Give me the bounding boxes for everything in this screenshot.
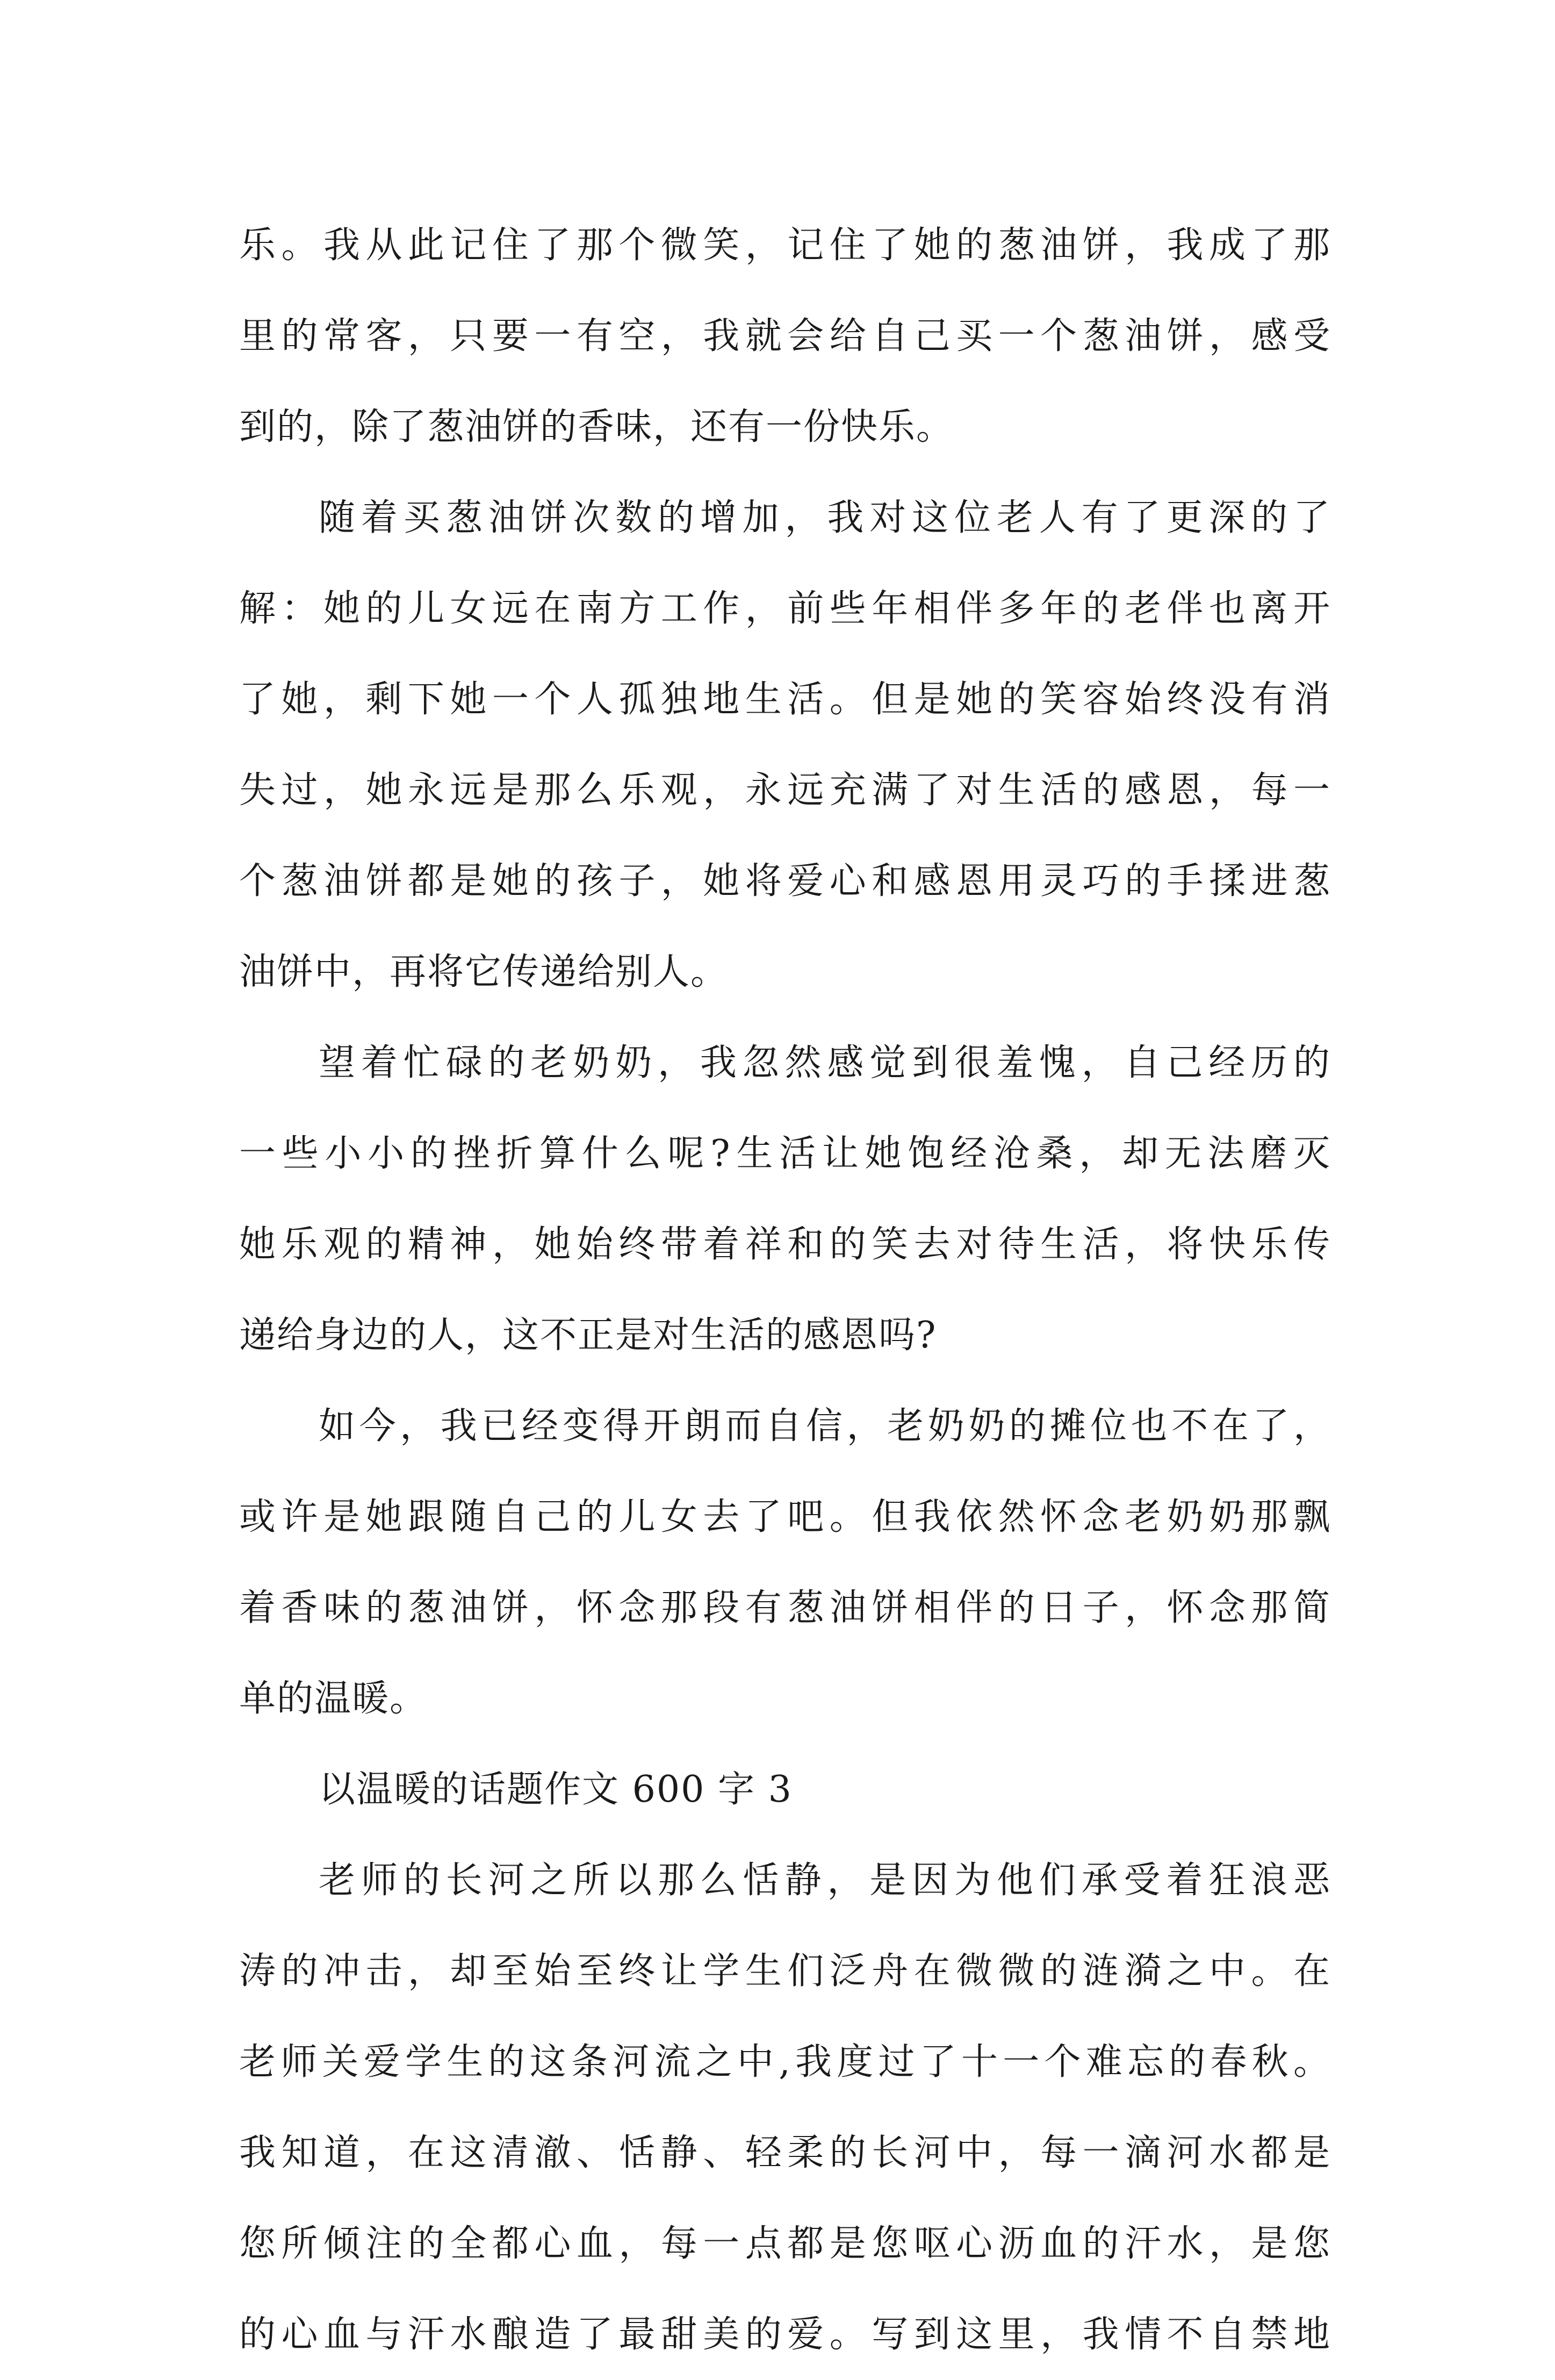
body-text	[239, 200, 1330, 2380]
section-heading: 以温暖的话题作文 600 字 3	[319, 1768, 793, 1811]
text-line: 乐。我从此记住了那个微笑，记住了她的葱油饼，我成了那	[239, 224, 1330, 267]
text-line: 油饼中，再将它传递给别人。	[239, 951, 729, 993]
text-line: 到的，除了葱油饼的香味，还有一份快乐。	[239, 406, 954, 448]
text-line: 望着忙碌的老奶奶，我忽然感觉到很羞愧，自己经历的	[319, 1042, 1330, 1084]
text-line: 或许是她跟随自己的儿女去了吧。但我依然怀念老奶奶那飘	[239, 1496, 1330, 1538]
text-line: 了她，剩下她一个人孤独地生活。但是她的笑容始终没有消	[239, 678, 1330, 721]
text-line: 如今，我已经变得开朗而自信，老奶奶的摊位也不在了，	[319, 1405, 1330, 1447]
text-line: 着香味的葱油饼，怀念那段有葱油饼相伴的日子，怀念那简	[239, 1587, 1330, 1629]
text-line: 个葱油饼都是她的孩子，她将爱心和感恩用灵巧的手揉进葱	[239, 860, 1330, 902]
text-line: 您所倾注的全都心血，每一点都是您呕心沥血的汗水，是您	[239, 2223, 1330, 2265]
text-line: 里的常客，只要一有空，我就会给自己买一个葱油饼，感受	[239, 315, 1330, 357]
text-line: 我知道，在这清澈、恬静、轻柔的长河中，每一滴河水都是	[239, 2132, 1330, 2174]
text-line: 失过，她永远是那么乐观，永远充满了对生活的感恩，每一	[239, 769, 1330, 812]
text-line: 单的温暖。	[239, 1678, 428, 1720]
text-line: 涛的冲击，却至始至终让学生们泛舟在微微的涟漪之中。在	[239, 1950, 1330, 1992]
text-line: 解：她的儿女远在南方工作，前些年相伴多年的老伴也离开	[239, 587, 1330, 630]
text-line: 的心血与汗水酿造了最甜美的爱。写到这里，我情不自禁地	[239, 2313, 1330, 2356]
text-line: 随着买葱油饼次数的增加，我对这位老人有了更深的了	[319, 497, 1330, 539]
text-line: 一些小小的挫折算什么呢?生活让她饱经沧桑，却无法磨灭	[239, 1132, 1330, 1175]
text-line: 老师的长河之所以那么恬静，是因为他们承受着狂浪恶	[319, 1859, 1330, 1902]
text-line: 递给身边的人，这不正是对生活的感恩吗?	[239, 1314, 937, 1357]
text-line: 老师关爱学生的这条河流之中,我度过了十一个难忘的春秋。	[239, 2041, 1330, 2083]
text-line: 她乐观的精神，她始终带着祥和的笑去对待生活，将快乐传	[239, 1223, 1330, 1266]
